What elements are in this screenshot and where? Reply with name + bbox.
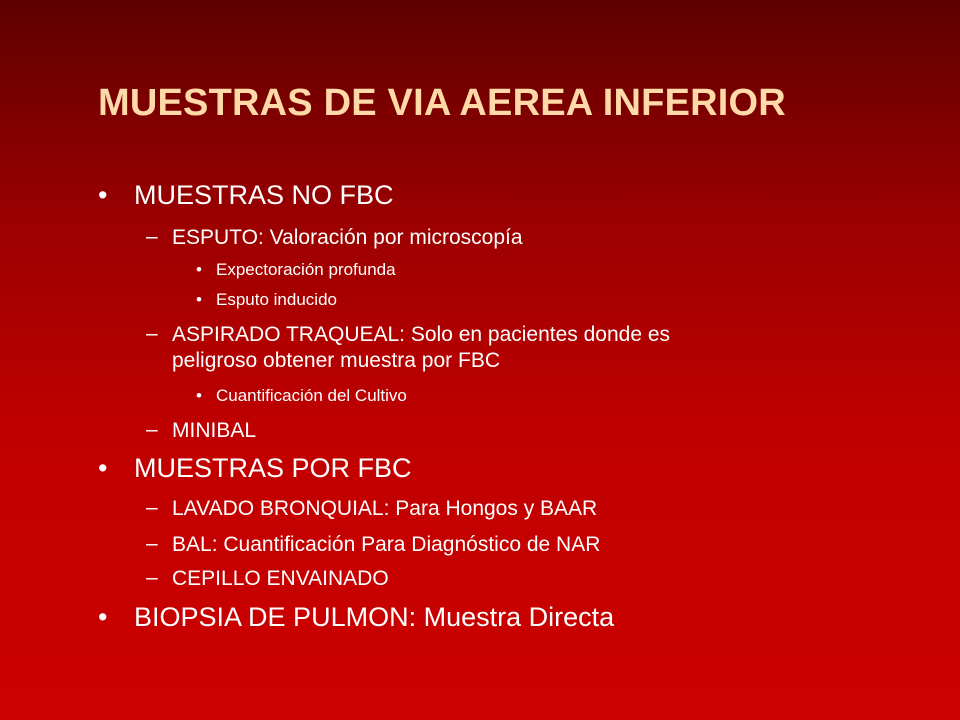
list-item-text: LAVADO BRONQUIAL: Para Hongos y BAAR [172, 497, 598, 520]
list-item-text: CEPILLO ENVAINADO [172, 567, 389, 590]
list-item-text: peligroso obtener muestra por FBC [172, 349, 500, 372]
list-item-text: BAL: Cuantificación Para Diagnóstico de NAR [172, 533, 601, 556]
list-item-text: ESPUTO: Valoración por microscopía [172, 226, 523, 249]
dash-marker: – [146, 496, 158, 519]
list-item-text: ASPIRADO TRAQUEAL: Solo en pacientes donde es [172, 323, 671, 346]
list-item-text: BIOPSIA DE PULMON: Muestra Directa [134, 602, 615, 632]
list-item-text: MUESTRAS NO FBC [134, 180, 394, 210]
bullet-marker: • [98, 180, 108, 210]
bullet-marker: • [98, 453, 108, 483]
bullet-marker: • [196, 386, 202, 405]
bullet-marker: • [196, 260, 202, 279]
list-item-text: Expectoración profunda [216, 260, 396, 279]
bullet-marker: • [196, 290, 202, 309]
list-item-text: Esputo inducido [216, 290, 337, 309]
dash-marker: – [146, 566, 158, 589]
dash-marker: – [146, 532, 158, 555]
dash-marker: – [146, 418, 158, 441]
bullet-marker: • [98, 602, 108, 632]
list-item-text: MUESTRAS POR FBC [134, 453, 412, 483]
slide-title: MUESTRAS DE VIA AEREA INFERIOR [98, 82, 786, 124]
dash-marker: – [146, 322, 158, 345]
list-item-text: MINIBAL [172, 419, 257, 442]
list-item-text: Cuantificación del Cultivo [216, 386, 407, 405]
dash-marker: – [146, 225, 158, 248]
